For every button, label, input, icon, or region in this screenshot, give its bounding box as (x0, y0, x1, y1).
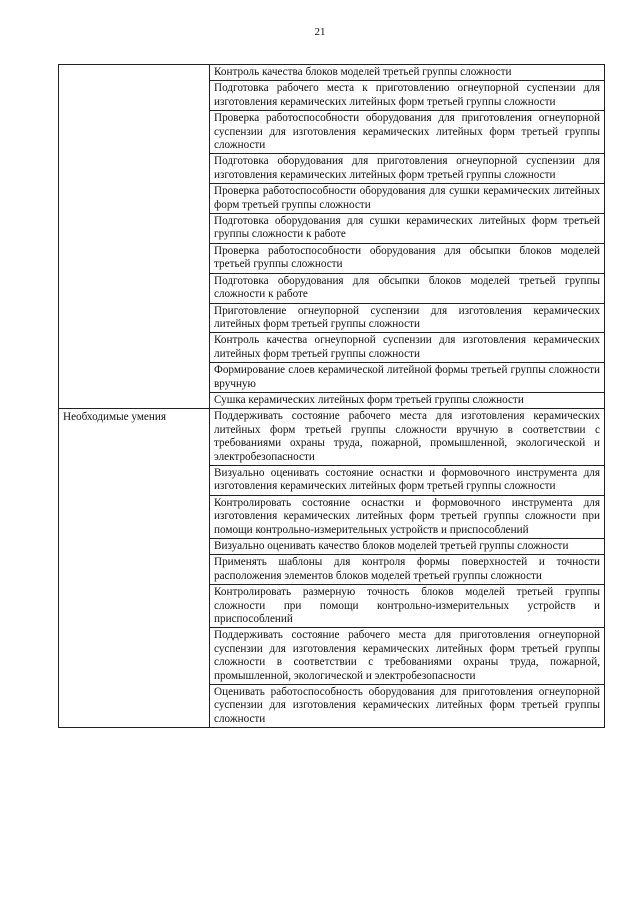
list-item: Оценивать работоспособность оборудования для приготовления огнеупорной суспензии для изготовления керамических литейных форм третьей группы сложности (210, 684, 604, 727)
list-item: Подготовка рабочего места к приготовлению огнеупорной суспензии для изготовления керамических литейных форм третьей группы сложности (210, 80, 604, 110)
list-item: Сушка керамических литейных форм третьей группы сложности (210, 392, 604, 408)
table-row-actions (59, 65, 605, 409)
section-label-skills: Необходимые умения (59, 409, 210, 728)
competency-table (58, 64, 605, 728)
page-number: 21 (314, 26, 326, 38)
section-items-skills (210, 409, 605, 728)
list-item: Визуально оценивать состояние оснастки и формовочного инструмента для изготовления керамических литейных форм третьей группы сложности (210, 465, 604, 495)
list-item: Поддерживать состояние рабочего места для приготовления огнеупорной суспензии для изготовления керамических литейных форм третьей группы сложности в соответствии с требованиями охраны труда, пожарной, промышленной, экологической и электробезопасности (210, 627, 604, 684)
list-item: Подготовка оборудования для обсыпки блоков моделей третьей группы сложности к работе (210, 273, 604, 303)
list-item: Подготовка оборудования для сушки керамических литейных форм третьей группы сложности к работе (210, 213, 604, 243)
list-item: Проверка работоспособности оборудования для сушки керамических литейных форм третьей группы сложности (210, 183, 604, 213)
list-item: Формирование слоев керамической литейной формы третьей группы сложности вручную (210, 362, 604, 392)
list-item: Контроль качества блоков моделей третьей группы сложности (214, 66, 512, 78)
list-item: Применять шаблоны для контроля формы поверхностей и точности расположения элементов блоков моделей третьей группы сложности (210, 554, 604, 584)
list-item: Проверка работоспособности оборудования для приготовления огнеупорной суспензии для изготовления керамических литейных форм третьей группы сложности (210, 110, 604, 153)
list-item: Контролировать размерную точность блоков моделей третьей группы сложности при помощи контрольно-измерительных устройств и приспособлений (210, 584, 604, 627)
list-item: Поддерживать состояние рабочего места для изготовления керамических литейных форм третьей группы сложности вручную в соответствии с требованиями охраны труда, пожарной, промышленной, экологической и электробезопасности (214, 410, 600, 463)
list-item: Проверка работоспособности оборудования для обсыпки блоков моделей третьей группы сложности (210, 243, 604, 273)
list-item: Визуально оценивать качество блоков моделей третьей группы сложности (210, 538, 604, 554)
list-item: Контроль качества огнеупорной суспензии для изготовления керамических литейных форм третьей группы сложности (210, 332, 604, 362)
table-row-skills (59, 409, 605, 728)
list-item: Контролировать состояние оснастки и формовочного инструмента для изготовления керамических литейных форм третьей группы сложности при помощи контрольно-измерительных устройств и приспособлений (210, 495, 604, 538)
section-label-actions (59, 65, 210, 409)
list-item: Подготовка оборудования для приготовления огнеупорной суспензии для изготовления керамических литейных форм третьей группы сложности (210, 153, 604, 183)
section-items-actions (210, 65, 605, 409)
list-item: Приготовление огнеупорной суспензии для изготовления керамических литейных форм третьей группы сложности (210, 303, 604, 333)
